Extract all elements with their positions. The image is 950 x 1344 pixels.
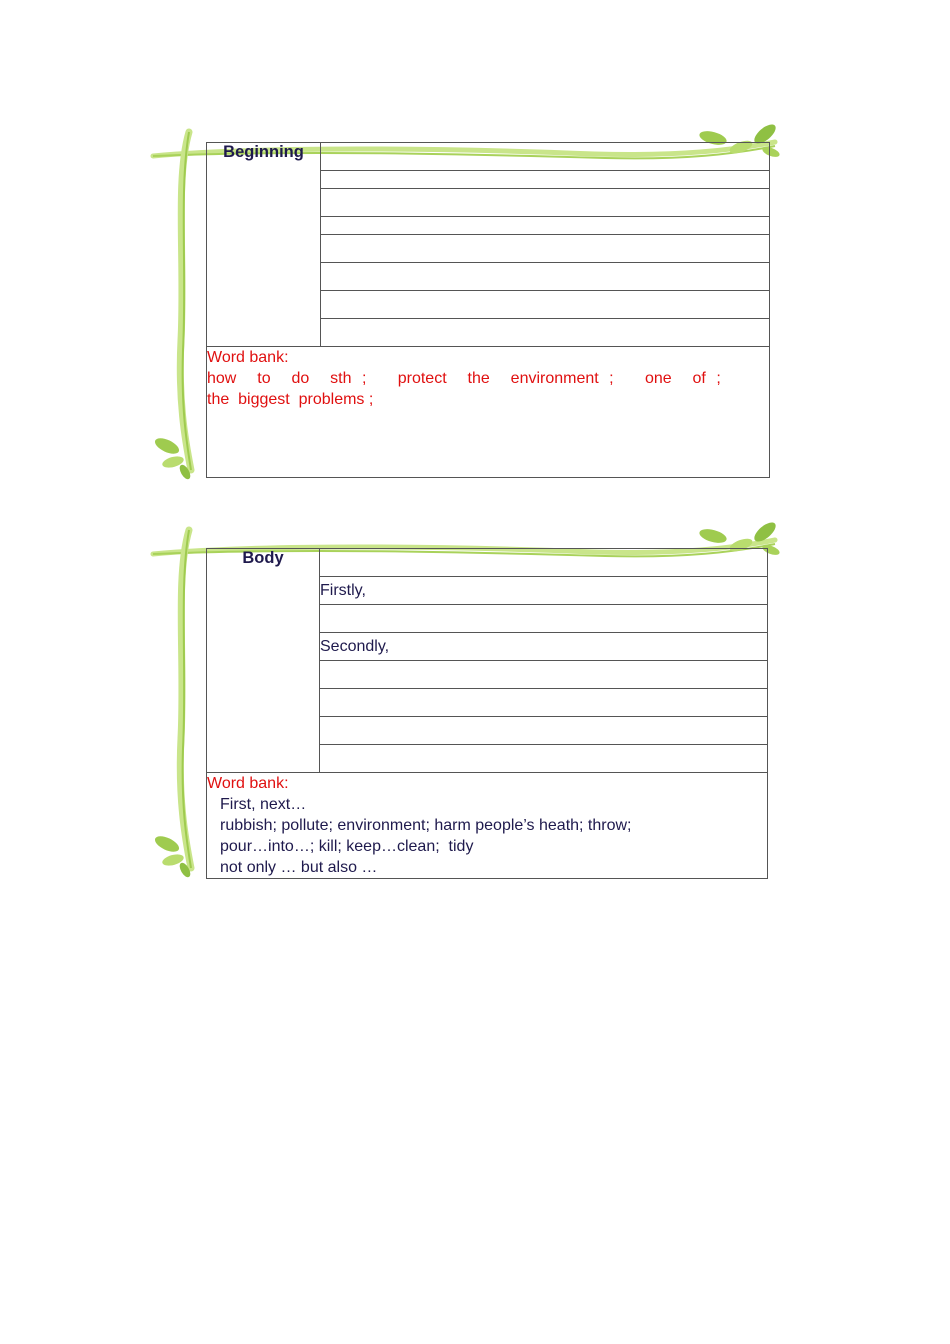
body-label: Body bbox=[207, 549, 320, 773]
writing-line[interactable] bbox=[321, 189, 770, 217]
writing-line[interactable] bbox=[320, 689, 768, 717]
beginning-label: Beginning bbox=[207, 143, 321, 347]
word-bank-body bbox=[207, 773, 768, 879]
word-bank-line: pour…into…; kill; keep…clean; tidy bbox=[220, 838, 474, 855]
writing-line[interactable] bbox=[321, 235, 770, 263]
writing-line[interactable] bbox=[320, 661, 768, 689]
writing-line[interactable] bbox=[320, 745, 768, 773]
body-section bbox=[206, 548, 768, 879]
word-bank-line: the biggest problems ; bbox=[207, 391, 374, 408]
word-bank-title: Word bank: bbox=[207, 349, 289, 366]
beginning-section bbox=[206, 142, 770, 478]
writing-line[interactable] bbox=[320, 605, 768, 633]
writing-line-firstly[interactable]: Firstly, bbox=[320, 577, 768, 605]
writing-line[interactable] bbox=[321, 291, 770, 319]
writing-line[interactable] bbox=[321, 319, 770, 347]
word-bank-line: First, next… bbox=[220, 796, 307, 813]
word-bank-line: not only … but also … bbox=[220, 859, 378, 876]
word-bank-beginning bbox=[207, 347, 770, 478]
writing-line[interactable] bbox=[320, 717, 768, 745]
word-bank-title: Word bank: bbox=[207, 775, 289, 792]
word-bank-line: rubbish; pollute; environment; harm people’s heath; throw; bbox=[220, 817, 632, 834]
writing-line[interactable] bbox=[321, 217, 770, 235]
writing-line[interactable] bbox=[321, 263, 770, 291]
word-bank-line: how to do sth ; protect the environment ; one of ; bbox=[207, 370, 721, 387]
writing-line[interactable] bbox=[320, 549, 768, 577]
writing-line[interactable] bbox=[321, 171, 770, 189]
writing-line[interactable] bbox=[321, 143, 770, 171]
writing-line-secondly[interactable]: Secondly, bbox=[320, 633, 768, 661]
